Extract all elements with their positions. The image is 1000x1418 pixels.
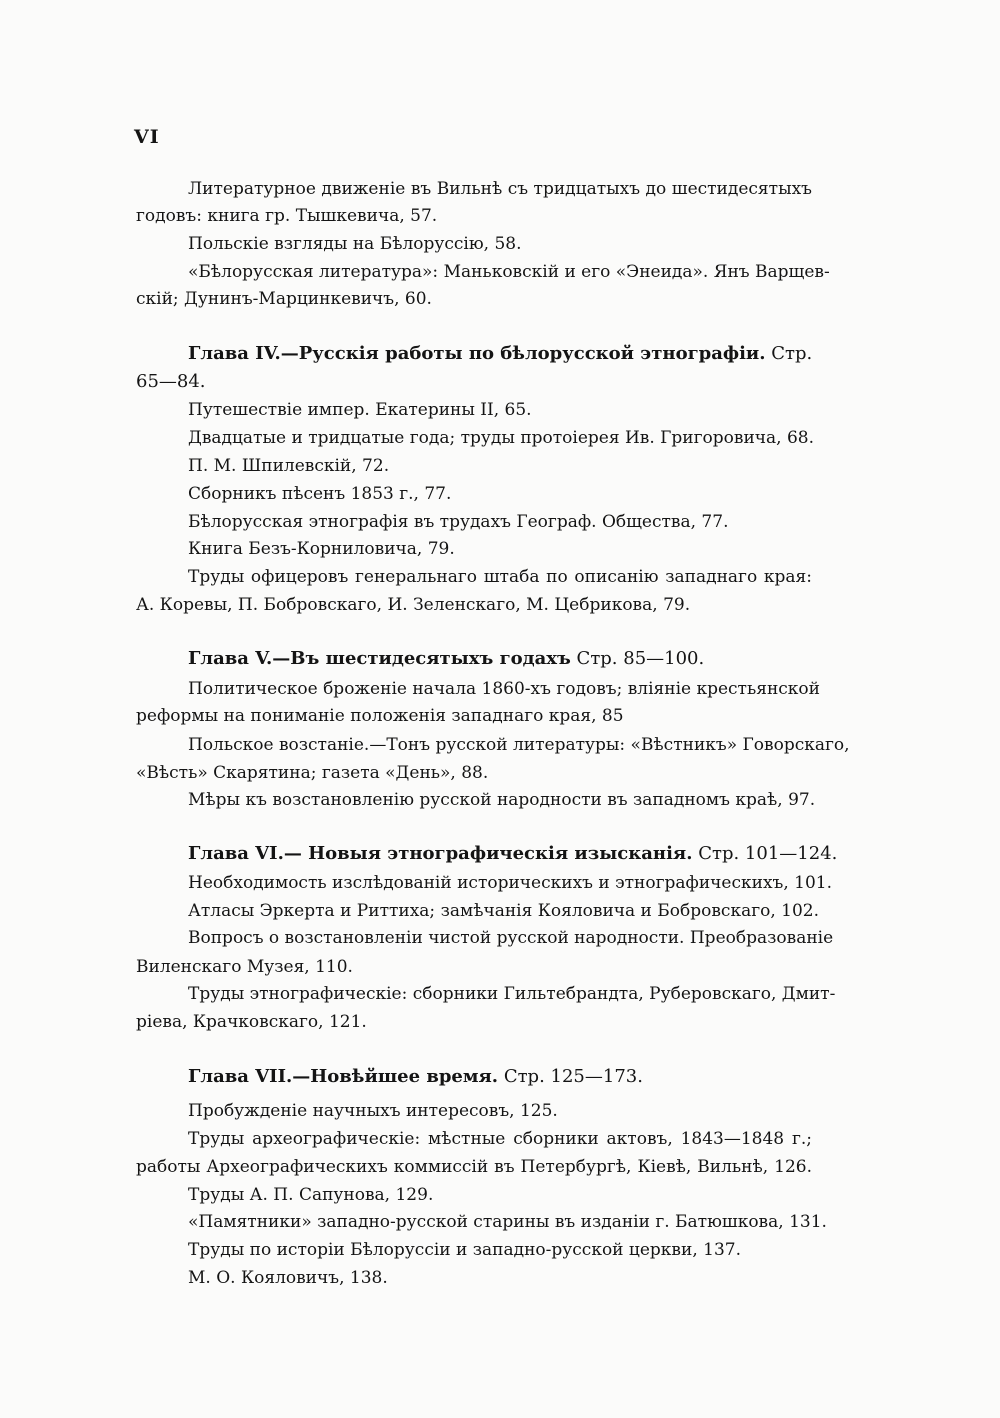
chapter-title: Глава V.—Въ шестидесятыхъ годахъ [188, 648, 571, 669]
toc-entry-line: Труды офицеровъ генеральнаго штаба по описанію западнаго края: [188, 567, 812, 587]
toc-entry-line: Литературное движеніе въ Вильнѣ съ тридцатыхъ до шестидесятыхъ [188, 179, 812, 199]
chapter-title: Глава VI.— Новыя этнографическія изысканія. [188, 843, 693, 864]
toc-entry-line: Атласы Эркерта и Риттиха; замѣчанія Кояловича и Бобровскаго, 102. [188, 901, 820, 921]
toc-entry-line: Бѣлорусская этнографія въ трудахъ Географ. Общества, 77. [188, 512, 729, 532]
chapter-heading [188, 343, 812, 365]
chapter-page-range: Стр. 101—124. [698, 843, 838, 864]
chapter-heading [188, 1066, 643, 1088]
toc-entry-line: Труды А. П. Сапунова, 129. [188, 1185, 434, 1205]
toc-entry-line: Польское возстаніе.—Тонъ русской литературы: «Вѣстникъ» Говорскаго, [188, 735, 850, 755]
chapter-heading [188, 648, 704, 670]
toc-entry-line: Труды археографическіе: мѣстные сборники актовъ, 1843—1848 г.; [188, 1129, 812, 1149]
chapter-page-range: Стр. 85—100. [576, 648, 705, 669]
toc-entry-line: А. Коревы, П. Бобровскаго, И. Зеленскаго, М. Цебрикова, 79. [136, 595, 691, 615]
chapter-page-range-end: 65—84. [136, 371, 206, 392]
toc-entry-line: Двадцатые и тридцатые года; труды протоіерея Ив. Григоровича, 68. [188, 428, 815, 448]
toc-entry-line: Политическое броженіе начала 1860-хъ годовъ; вліяніе крестьянской [188, 679, 820, 699]
toc-entry-line: Путешествіе импер. Екатерины II, 65. [188, 400, 532, 420]
toc-entry-line: работы Археографическихъ коммиссій въ Петербургѣ, Кіевѣ, Вильнѣ, 126. [136, 1157, 812, 1177]
chapter-title: Глава IV.—Русскія работы по бѣлорусской этнографіи. [188, 343, 766, 364]
toc-entry-line: Пробужденіе научныхъ интересовъ, 125. [188, 1101, 558, 1121]
toc-entry-line: Польскіе взгляды на Бѣлоруссію, 58. [188, 234, 522, 254]
toc-entry-line: ріева, Крачковскаго, 121. [136, 1012, 367, 1032]
toc-entry-line: реформы на пониманіе положенія западнаго края, 85 [136, 706, 624, 726]
chapter-page-range: Стр. 125—173. [503, 1066, 643, 1087]
toc-entry-line: Труды по исторіи Бѣлоруссіи и западно-русской церкви, 137. [188, 1240, 741, 1260]
chapter-page-range: Стр. [771, 343, 813, 364]
page-number: VI [134, 126, 160, 148]
toc-entry-line: Книга Безъ-Корниловича, 79. [188, 539, 455, 559]
toc-entry-line: скій; Дунинъ-Марцинкевичъ, 60. [136, 289, 432, 309]
toc-entry-line: «Вѣсть» Скарятина; газета «День», 88. [136, 763, 489, 783]
toc-entry-line: Вопросъ о возстановленіи чистой русской народности. Преобразованіе [188, 928, 834, 948]
toc-entry-line: Сборникъ пѣсенъ 1853 г., 77. [188, 484, 452, 504]
toc-entry-line: Необходимость изслѣдованій историческихъ и этнографическихъ, 101. [188, 873, 833, 893]
toc-entry-line: Труды этнографическіе: сборники Гильтебрандта, Руберовскаго, Дмит- [188, 984, 836, 1004]
chapter-title: Глава VII.—Новѣйшее время. [188, 1066, 499, 1087]
toc-entry-line: годовъ: книга гр. Тышкевича, 57. [136, 206, 438, 226]
toc-entry-line: «Бѣлорусская литература»: Маньковскій и его «Энеида». Янъ Варщев- [188, 262, 830, 282]
toc-entry-line: П. М. Шпилевскій, 72. [188, 456, 390, 476]
toc-entry-line: «Памятники» западно-русской старины въ изданіи г. Батюшкова, 131. [188, 1212, 827, 1232]
toc-entry-line: М. О. Кояловичъ, 138. [188, 1268, 388, 1288]
toc-entry-line: Виленскаго Музея, 110. [136, 957, 353, 977]
chapter-heading [188, 843, 838, 865]
toc-entry-line: Мѣры къ возстановленію русской народности въ западномъ краѣ, 97. [188, 790, 816, 810]
